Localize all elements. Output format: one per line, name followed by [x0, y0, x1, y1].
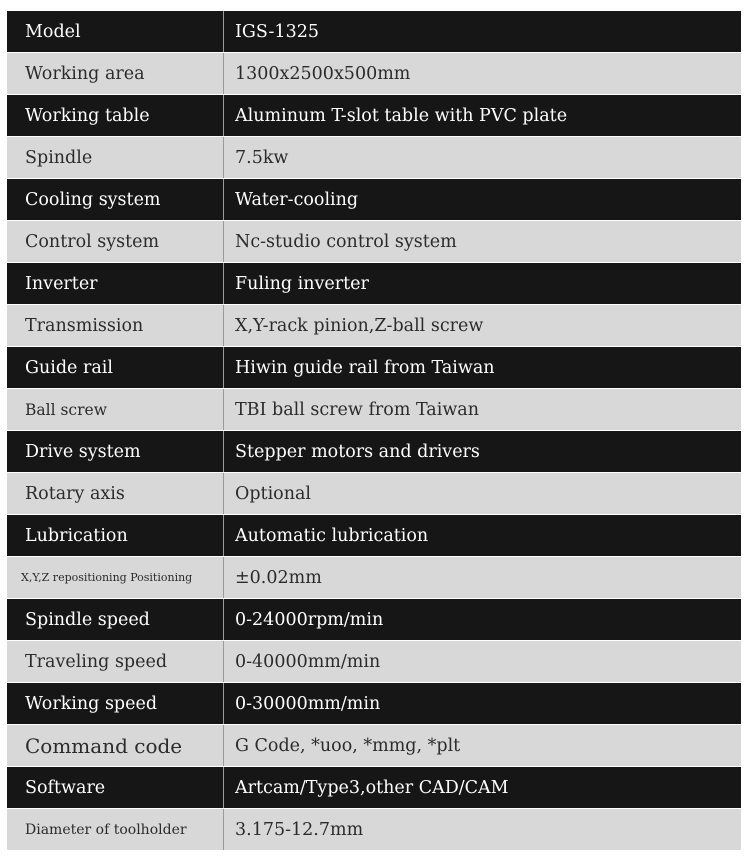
spec-value: 3.175-12.7mm — [224, 809, 742, 851]
spec-row-spindle-speed — [7, 599, 741, 641]
spec-label: Inverter — [7, 263, 224, 305]
spec-label: Ball screw — [7, 389, 224, 431]
spec-label: Traveling speed — [7, 641, 224, 683]
spec-value: Fuling inverter — [224, 263, 742, 305]
spec-row-repositioning — [7, 557, 741, 599]
spec-value: TBI ball screw from Taiwan — [224, 389, 742, 431]
spec-label: Working table — [7, 95, 224, 137]
spec-row-control-system — [7, 221, 741, 263]
spec-row-ball-screw — [7, 389, 741, 431]
spec-label: Working speed — [7, 683, 224, 725]
spec-label: Lubrication — [7, 515, 224, 557]
spec-label: Transmission — [7, 305, 224, 347]
spec-row-working-area — [7, 53, 741, 95]
spec-row-traveling-speed — [7, 641, 741, 683]
spec-label: Model — [7, 11, 224, 53]
spec-value: IGS-1325 — [224, 11, 742, 53]
spec-row-working-table — [7, 95, 741, 137]
spec-value: 0-30000mm/min — [224, 683, 742, 725]
spec-label: X,Y,Z repositioning Positioning — [7, 557, 224, 599]
spec-label: Spindle — [7, 137, 224, 179]
spec-row-model — [7, 11, 741, 53]
spec-row-working-speed — [7, 683, 741, 725]
spec-value: Hiwin guide rail from Taiwan — [224, 347, 742, 389]
spec-value: ±0.02mm — [224, 557, 742, 599]
spec-label: Control system — [7, 221, 224, 263]
spec-value: Nc-studio control system — [224, 221, 742, 263]
spec-value: Optional — [224, 473, 742, 515]
spec-label: Diameter of toolholder — [7, 809, 224, 851]
spec-value: 0-40000mm/min — [224, 641, 742, 683]
spec-row-software — [7, 767, 741, 809]
spec-value: 7.5kw — [224, 137, 742, 179]
spec-value: Water-cooling — [224, 179, 742, 221]
spec-row-toolholder-diameter — [7, 809, 741, 851]
spec-value: 1300x2500x500mm — [224, 53, 742, 95]
spec-label: Guide rail — [7, 347, 224, 389]
spec-table — [7, 11, 741, 851]
spec-row-spindle — [7, 137, 741, 179]
spec-value: Aluminum T-slot table with PVC plate — [224, 95, 742, 137]
spec-value: 0-24000rpm/min — [224, 599, 742, 641]
spec-value: Stepper motors and drivers — [224, 431, 742, 473]
spec-label: Spindle speed — [7, 599, 224, 641]
spec-value: Artcam/Type3,other CAD/CAM — [224, 767, 742, 809]
spec-label: Software — [7, 767, 224, 809]
spec-row-drive-system — [7, 431, 741, 473]
spec-label: Command code — [7, 725, 224, 767]
spec-label: Drive system — [7, 431, 224, 473]
spec-label: Working area — [7, 53, 224, 95]
spec-row-inverter — [7, 263, 741, 305]
spec-label: Cooling system — [7, 179, 224, 221]
spec-row-command-code — [7, 725, 741, 767]
spec-value: X,Y-rack pinion,Z-ball screw — [224, 305, 742, 347]
spec-value: G Code, *uoo, *mmg, *plt — [224, 725, 742, 767]
spec-row-cooling-system — [7, 179, 741, 221]
spec-value: Automatic lubrication — [224, 515, 742, 557]
spec-row-guide-rail — [7, 347, 741, 389]
spec-row-rotary-axis — [7, 473, 741, 515]
spec-row-lubrication — [7, 515, 741, 557]
spec-label: Rotary axis — [7, 473, 224, 515]
spec-row-transmission — [7, 305, 741, 347]
